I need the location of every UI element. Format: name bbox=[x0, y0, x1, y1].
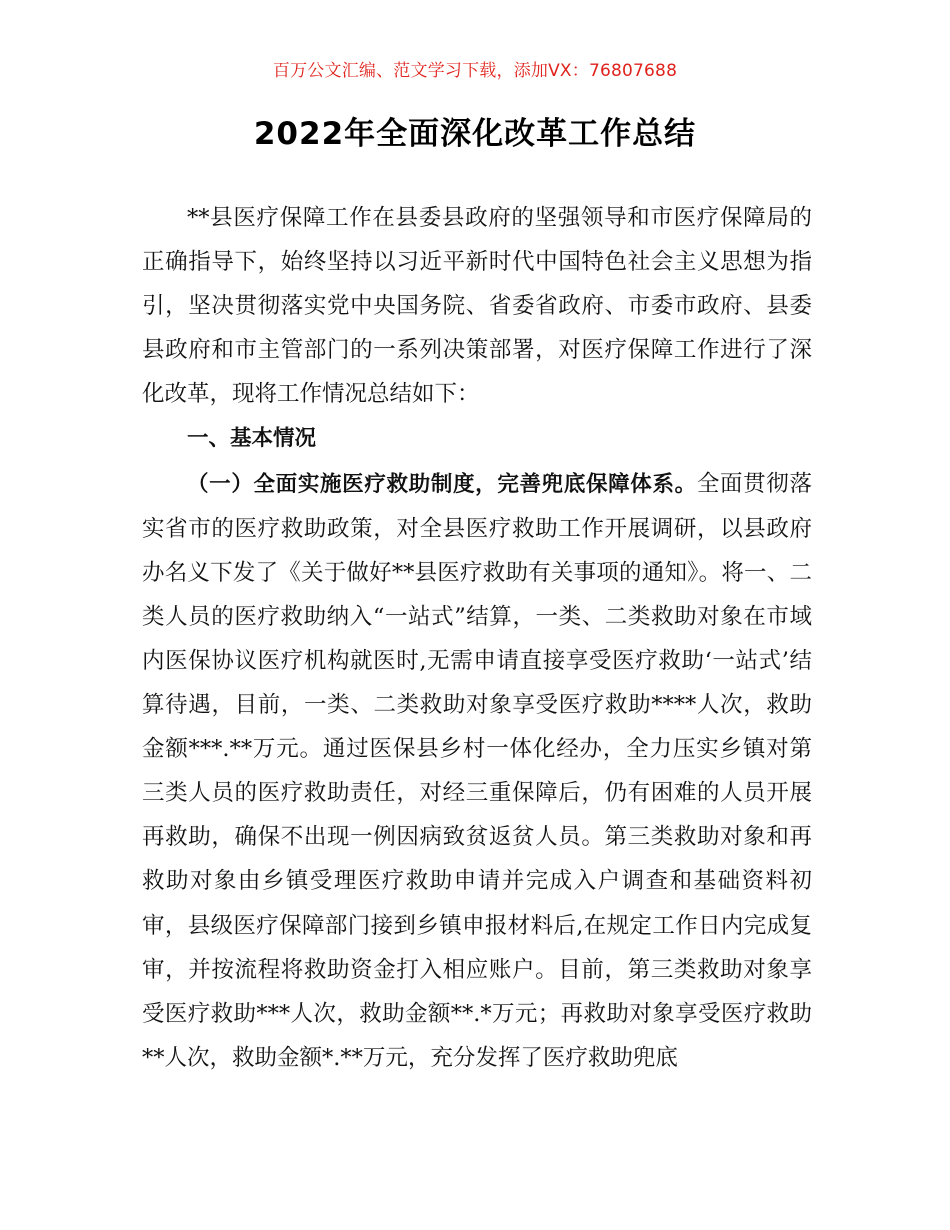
subsection-body: 全面贯彻落实省市的医疗救助政策，对全县医疗救助工作开展调研，以县政府办名义下发了《关于做好**县医疗救助有关事项的通知》。将一、二类人员的医疗救助纳入“一站式”结算，一类、二类救助对象在市域内医保协议医疗机构就医时,无需申请直接享受医疗救助‘一站式’结算待遇，目前，一类、二类救助对象享受医疗救助****人次，救助金额***.**万元。通过医保县乡村一体化经办，全力压实乡镇对第三类人员的医疗救助责任，对经三重保障后，仍有困难的人员开展再救助，确保不出现一例因病致贫返贫人员。第三类救助对象和再救助对象由乡镇受理医疗救助申请并完成入户调查和基础资料初审，县级医疗保障部门接到乡镇申报材料后,在规定工作日内完成复审，并按流程将救助资金打入相应账户。目前，第三类救助对象享受医疗救助***人次，救助金额**.*万元；再救助对象享受医疗救助**人次，救助金额*.**万元，充分发挥了医疗救助兜底 bbox=[142, 470, 812, 1071]
watermark-banner: 百万公文汇编、范文学习下载，添加VX：76807688 bbox=[272, 61, 678, 81]
document-body bbox=[142, 196, 812, 1080]
section-heading-basic-situation bbox=[142, 416, 812, 461]
subsection-title: （一）全面实施医疗救助制度，完善兜底保障体系。 bbox=[187, 471, 697, 497]
intro-paragraph: **县医疗保障工作在县委县政府的坚强领导和市医疗保障局的正确指导下，始终坚持以习近平新时代中国特色社会主义思想为指引，坚决贯彻落实党中央国务院、省委省政府、市委市政府、县委县政府和市主管部门的一系列决策部署，对医疗保障工作进行了深化改革，现将工作情况总结如下： bbox=[142, 205, 812, 408]
subsection-paragraph-medical-aid bbox=[142, 462, 812, 1080]
document-title: 2022年全面深化改革工作总结 bbox=[253, 116, 697, 152]
section-heading-text: 一、基本情况 bbox=[187, 426, 317, 452]
